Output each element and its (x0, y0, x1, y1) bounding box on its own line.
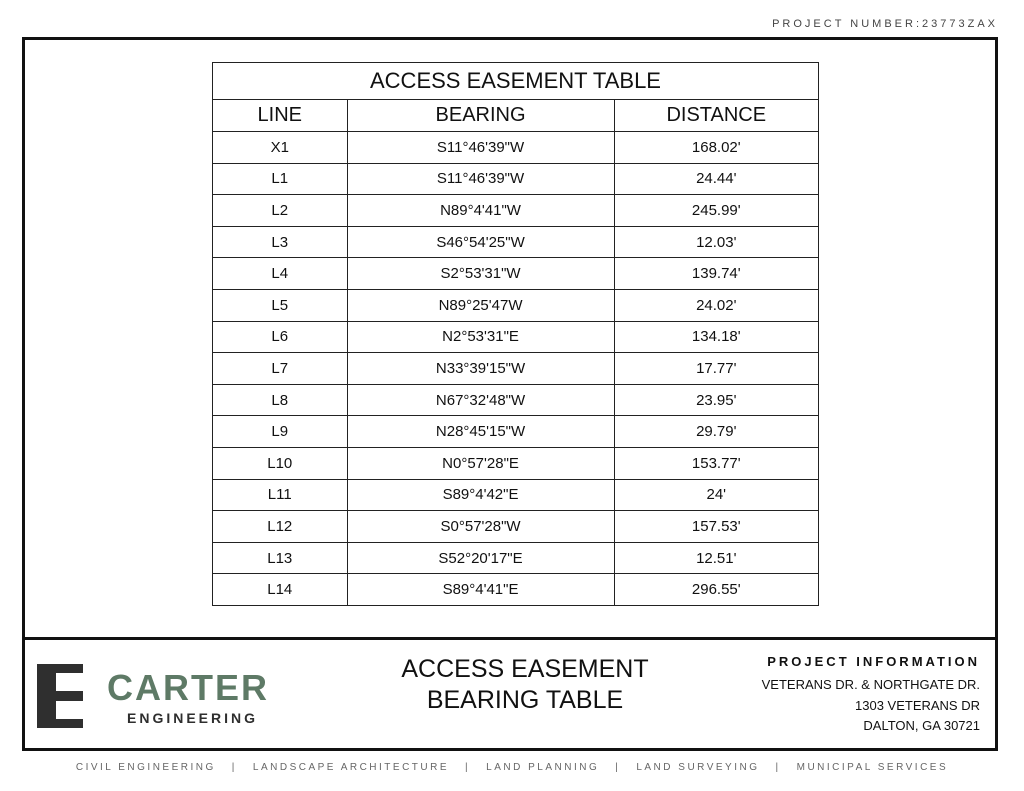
line-cell: L6 (213, 321, 348, 353)
distance-cell: 139.74' (614, 258, 818, 290)
distance-cell: 168.02' (614, 132, 818, 164)
sheet-title-line-1: ACCESS EASEMENT (401, 655, 649, 683)
table-body (213, 132, 819, 606)
bearing-cell: S0°57'28"W (347, 511, 614, 543)
project-info-address-line: VETERANS DR. & NORTHGATE DR. (761, 677, 980, 692)
table-title: ACCESS EASEMENT TABLE (213, 63, 819, 100)
line-cell: L5 (213, 289, 348, 321)
footer-service: LAND SURVEYING (636, 762, 760, 773)
company-name: CARTER (107, 667, 269, 708)
sheet-title (380, 654, 670, 716)
footer-separator: | (775, 762, 781, 773)
footer-service: CIVIL ENGINEERING (75, 762, 216, 773)
table-row (213, 384, 819, 416)
bearing-cell: S11°46'39"W (347, 132, 614, 164)
drawing-sheet (22, 37, 998, 751)
table-row (213, 163, 819, 195)
table-row (213, 195, 819, 227)
distance-cell: 245.99' (614, 195, 818, 227)
bearing-cell: S46°54'25"W (347, 226, 614, 258)
bearing-cell: S11°46'39"W (347, 163, 614, 195)
easement-table-container (212, 62, 819, 606)
line-cell: L10 (213, 447, 348, 479)
line-cell: L14 (213, 574, 348, 606)
bearing-cell: N0°57'28"E (347, 447, 614, 479)
distance-cell: 24.02' (614, 289, 818, 321)
table-row (213, 132, 819, 164)
carter-e-logo-icon (37, 664, 83, 728)
bearing-cell: S2°53'31"W (347, 258, 614, 290)
project-info-heading: PROJECT INFORMATION (767, 654, 980, 669)
line-cell: L9 (213, 416, 348, 448)
line-cell: X1 (213, 132, 348, 164)
table-row (213, 479, 819, 511)
bearing-cell: N33°39'15"W (347, 353, 614, 385)
table-row (213, 289, 819, 321)
project-info-address-line: DALTON, GA 30721 (863, 718, 980, 733)
footer-separator: | (615, 762, 621, 773)
line-cell: L3 (213, 226, 348, 258)
table-row (213, 511, 819, 543)
column-header-line: LINE (213, 100, 348, 132)
column-header-distance: DISTANCE (614, 100, 818, 132)
bearing-cell: N28°45'15"W (347, 416, 614, 448)
footer-service: LAND PLANNING (486, 762, 600, 773)
distance-cell: 296.55' (614, 574, 818, 606)
project-info-address-line: 1303 VETERANS DR (855, 697, 980, 713)
distance-cell: 134.18' (614, 321, 818, 353)
column-header-bearing: BEARING (347, 100, 614, 132)
line-cell: L2 (213, 195, 348, 227)
bearing-cell: S52°20'17"E (347, 542, 614, 574)
table-row (213, 447, 819, 479)
line-cell: L12 (213, 511, 348, 543)
distance-cell: 24.44' (614, 163, 818, 195)
bearing-cell: N2°53'31"E (347, 321, 614, 353)
line-cell: L11 (213, 479, 348, 511)
line-cell: L13 (213, 542, 348, 574)
footer-service: LANDSCAPE ARCHITECTURE (252, 762, 450, 773)
table-row (213, 542, 819, 574)
table-row (213, 258, 819, 290)
distance-cell: 23.95' (614, 384, 818, 416)
bearing-cell: N89°4'41"W (347, 195, 614, 227)
distance-cell: 24' (614, 479, 818, 511)
distance-cell: 157.53' (614, 511, 818, 543)
line-cell: L8 (213, 384, 348, 416)
title-block-divider (25, 637, 995, 640)
table-row (213, 353, 819, 385)
project-number: PROJECT NUMBER:23773ZAX (772, 18, 998, 30)
table-row (213, 574, 819, 606)
footer-separator: | (231, 762, 237, 773)
line-cell: L4 (213, 258, 348, 290)
bearing-cell: N89°25'47W (347, 289, 614, 321)
table-row (213, 226, 819, 258)
bearing-cell: N67°32'48"W (347, 384, 614, 416)
distance-cell: 12.51' (614, 542, 818, 574)
sheet-title-line-2: BEARING TABLE (426, 686, 624, 714)
bearing-cell: S89°4'42"E (347, 479, 614, 511)
company-subtitle: ENGINEERING (127, 710, 259, 726)
distance-cell: 153.77' (614, 447, 818, 479)
bearing-cell: S89°4'41"E (347, 574, 614, 606)
footer-separator: | (465, 762, 471, 773)
distance-cell: 29.79' (614, 416, 818, 448)
distance-cell: 12.03' (614, 226, 818, 258)
table-row (213, 416, 819, 448)
line-cell: L1 (213, 163, 348, 195)
project-information (762, 654, 980, 737)
services-footer (0, 762, 1024, 773)
access-easement-table (212, 62, 819, 606)
distance-cell: 17.77' (614, 353, 818, 385)
line-cell: L7 (213, 353, 348, 385)
table-row (213, 321, 819, 353)
footer-service: MUNICIPAL SERVICES (796, 762, 949, 773)
